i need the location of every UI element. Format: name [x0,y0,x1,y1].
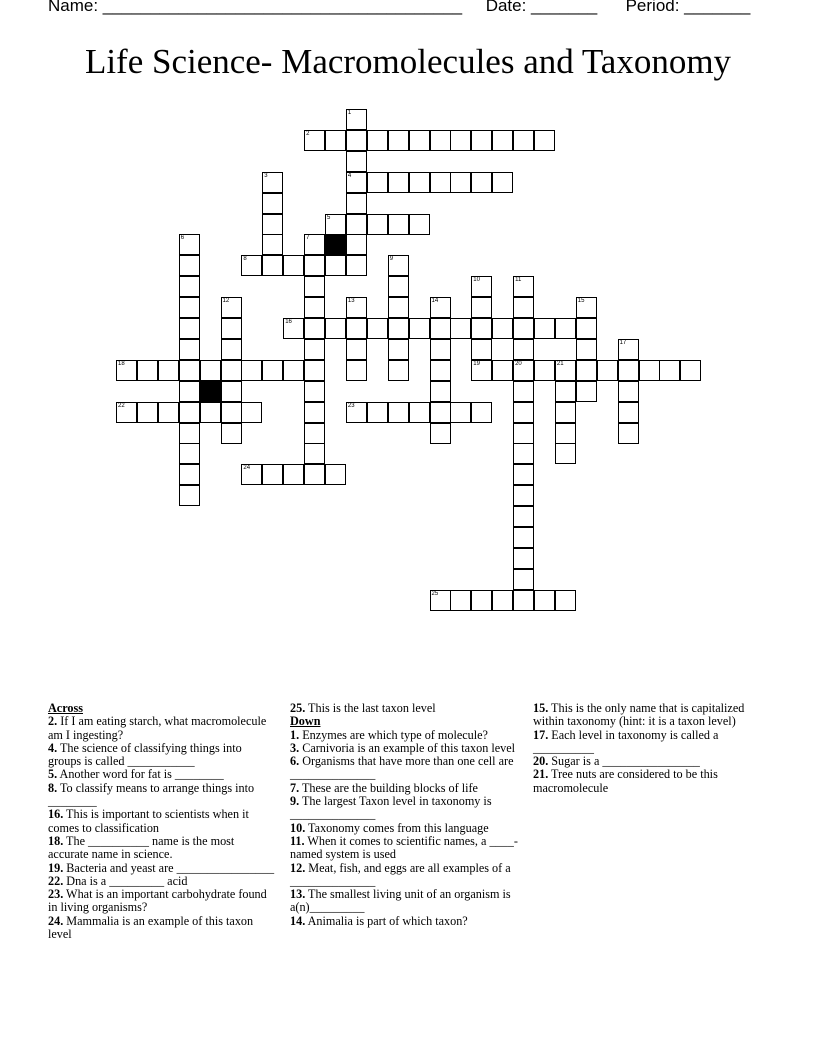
clue-item [533,768,761,795]
grid-cell[interactable] [304,381,325,402]
grid-cell[interactable] [680,360,701,381]
grid-cell[interactable] [179,464,200,485]
grid-cell[interactable] [116,402,137,423]
cell-number: 14 [431,298,439,305]
grid-cell[interactable] [555,423,576,444]
clue-number: 9. [290,794,300,809]
cell-number: 12 [222,298,230,305]
clue-number: 13. [290,887,306,902]
grid-cell[interactable] [471,276,492,297]
grid-cell[interactable] [304,276,325,297]
grid-cell[interactable] [241,402,262,423]
clue-item [48,835,276,862]
grid-cell[interactable] [304,339,325,360]
grid-cell[interactable] [597,360,618,381]
cell-number: 15 [577,298,585,305]
grid-cell[interactable] [325,318,346,339]
cell-number: 25 [431,590,439,597]
clue-number: 19. [48,860,64,875]
grid-cell[interactable] [179,402,200,423]
clue-text: Another word for fat is ________ [57,767,224,782]
grid-cell[interactable] [534,590,555,611]
grid-cell[interactable] [388,318,409,339]
cell-number: 3 [264,172,268,179]
cell-number: 21 [556,360,564,367]
grid-cell[interactable] [346,109,367,130]
grid-cell[interactable] [221,381,242,402]
clue-number: 4. [48,740,58,755]
cell-number: 13 [347,298,355,305]
cell-number: 23 [347,402,355,409]
grid-cell[interactable] [388,172,409,193]
grid-cell[interactable] [534,130,555,151]
grid-cell[interactable] [471,172,492,193]
grid-cell[interactable] [241,464,262,485]
clue-section-heading: Across [48,701,83,715]
clue-item [48,715,276,742]
grid-cell[interactable] [576,297,597,318]
grid-cell[interactable] [221,339,242,360]
grid-cell[interactable] [555,360,576,381]
grid-cell[interactable] [241,255,262,276]
clue-item [48,915,276,942]
clue-number: 23. [48,887,64,902]
period-field[interactable]: Period: _______ [625,0,751,15]
grid-cell[interactable] [430,360,451,381]
cell-number: 6 [180,235,185,242]
grid-cell[interactable] [450,130,471,151]
grid-cell[interactable] [492,360,513,381]
clue-item [290,835,518,862]
grid-cell[interactable] [513,381,534,402]
clue-text: To classify means to arrange things into ________ [48,780,255,809]
clue-item [48,768,276,781]
grid-cell[interactable] [409,402,430,423]
clue-column-1 [48,702,276,941]
grid-cell[interactable] [388,130,409,151]
grid-cell[interactable] [659,360,680,381]
clue-text: Taxonomy comes from this language [305,820,489,835]
grid-cell[interactable] [513,360,534,381]
clue-text: This is important to scientists when it comes to classification [48,807,249,835]
clue-number: 22. [48,873,64,888]
clue-number: 11. [290,833,305,848]
clue-text: Each level in taxonomy is called a __________ [533,727,719,755]
clue-column-3 [533,702,761,795]
clue-number: 5. [48,767,58,782]
grid-cell[interactable] [388,276,409,297]
grid-cell[interactable] [471,297,492,318]
grid-cell[interactable] [304,443,325,464]
cell-number: 24 [243,465,251,472]
grid-cell[interactable] [430,381,451,402]
clue-text: Sugar is a ________________ [548,754,700,769]
grid-cell[interactable] [262,360,283,381]
black-cell [200,381,221,402]
grid-cell[interactable] [137,402,158,423]
grid-cell[interactable] [179,318,200,339]
clue-item [290,782,518,795]
clue-item [290,742,518,755]
grid-cell[interactable] [179,381,200,402]
grid-cell[interactable] [304,318,325,339]
grid-cell[interactable] [576,360,597,381]
grid-cell[interactable] [513,339,534,360]
grid-cell[interactable] [200,402,221,423]
grid-cell[interactable] [346,234,367,255]
grid-cell[interactable] [639,360,660,381]
grid-cell[interactable] [513,506,534,527]
black-cell [325,234,346,255]
grid-cell[interactable] [304,402,325,423]
grid-cell[interactable] [513,590,534,611]
grid-cell[interactable] [555,318,576,339]
grid-cell[interactable] [346,130,367,151]
clue-text: The science of classifying things into groups is called ___________ [48,740,242,769]
grid-cell[interactable] [221,297,242,318]
grid-cell[interactable] [618,402,639,423]
clue-text: Enzymes are which type of molecule? [299,727,488,742]
grid-cell[interactable] [576,381,597,402]
cell-number: 17 [619,339,627,346]
grid-cell[interactable] [513,402,534,423]
grid-cell[interactable] [221,402,242,423]
name-field[interactable]: Name: ______________________________________ [48,0,463,15]
grid-cell[interactable] [346,318,367,339]
clue-text: Animalia is part of which taxon? [305,913,468,928]
grid-cell[interactable] [262,464,283,485]
grid-cell[interactable] [430,172,451,193]
grid-cell[interactable] [513,464,534,485]
grid-cell[interactable] [450,172,471,193]
cell-number: 20 [515,360,522,367]
clue-text: This is the last taxon level [305,701,436,715]
grid-cell[interactable] [346,339,367,360]
grid-cell[interactable] [576,339,597,360]
grid-cell[interactable] [262,172,283,193]
grid-cell[interactable] [346,151,367,172]
grid-cell[interactable] [513,276,534,297]
grid-cell[interactable] [450,402,471,423]
cell-number: 5 [327,214,331,221]
grid-cell[interactable] [388,402,409,423]
grid-cell[interactable] [618,339,639,360]
grid-cell[interactable] [513,527,534,548]
clue-text: The __________ name is the most accurate name in science. [48,833,235,862]
grid-cell[interactable] [262,193,283,214]
grid-cell[interactable] [116,360,137,381]
grid-cell[interactable] [179,360,200,381]
grid-cell[interactable] [367,130,388,151]
grid-cell[interactable] [388,255,409,276]
grid-cell[interactable] [471,318,492,339]
clue-text: When it comes to scientific names, a ____- named system is used [290,833,518,862]
clue-item [48,742,276,769]
grid-cell[interactable] [409,318,430,339]
clue-text: Mammalia is an example of this taxon level [48,913,254,942]
grid-cell[interactable] [179,443,200,464]
clue-text: What is an important carbohydrate found in living organisms? [48,887,267,915]
clue-number: 3. [290,740,300,755]
clue-text: This is the only name that is capitalized within taxonomy (hint: it is a taxon level) [533,701,745,729]
clue-item [290,729,518,742]
grid-cell[interactable] [283,464,304,485]
grid-cell[interactable] [430,590,451,611]
grid-cell[interactable] [283,255,304,276]
clue-item [48,808,276,835]
grid-cell[interactable] [304,423,325,444]
grid-cell[interactable] [304,464,325,485]
grid-cell[interactable] [513,569,534,590]
grid-cell[interactable] [513,318,534,339]
clue-text: Carnivoria is an example of this taxon level [299,740,516,755]
clue-number: 12. [290,860,306,875]
grid-cell[interactable] [346,193,367,214]
cell-number: 2 [306,130,310,137]
clue-item [290,822,518,835]
grid-cell[interactable] [304,297,325,318]
clue-item [290,702,518,715]
cell-number: 8 [243,256,247,263]
grid-cell[interactable] [430,423,451,444]
grid-cell[interactable] [221,318,242,339]
grid-cell[interactable] [179,234,200,255]
clue-number: 17. [533,727,549,742]
clue-number: 20. [533,754,549,769]
grid-cell[interactable] [221,360,242,381]
clue-number: 8. [48,780,58,795]
clue-number: 2. [48,714,58,729]
clue-text: Tree nuts are considered to be this macromolecule [533,767,718,795]
clue-number: 1. [290,727,300,742]
grid-cell[interactable] [471,130,492,151]
cell-number: 18 [118,360,125,367]
clue-item [48,875,276,888]
grid-cell[interactable] [388,360,409,381]
grid-cell[interactable] [158,360,179,381]
grid-cell[interactable] [283,318,304,339]
grid-cell[interactable] [430,402,451,423]
cell-number: 9 [389,256,394,263]
grid-cell[interactable] [283,360,304,381]
grid-cell[interactable] [555,443,576,464]
grid-cell[interactable] [513,297,534,318]
grid-cell[interactable] [450,318,471,339]
grid-cell[interactable] [367,172,388,193]
clue-item [290,915,518,928]
grid-cell[interactable] [262,255,283,276]
grid-cell[interactable] [346,360,367,381]
clue-text: The largest Taxon level in taxonomy is ______________ [290,794,492,822]
clue-text: These are the building blocks of life [299,780,478,795]
grid-cell[interactable] [492,318,513,339]
grid-cell[interactable] [346,214,367,235]
grid-cell[interactable] [179,485,200,506]
grid-cell[interactable] [179,297,200,318]
cell-number: 16 [285,319,292,325]
page-title: Life Science- Macromolecules and Taxonomy [84,42,732,81]
grid-cell[interactable] [618,381,639,402]
grid-cell[interactable] [346,297,367,318]
grid-cell[interactable] [430,297,451,318]
clue-number: 6. [290,754,300,769]
grid-cell[interactable] [430,130,451,151]
clue-text: If I am eating starch, what macromolecule am I ingesting? [48,714,267,742]
clue-item [48,782,276,809]
grid-cell[interactable] [179,255,200,276]
grid-cell[interactable] [221,423,242,444]
cell-number: 11 [515,277,522,284]
clue-text: Dna is a _________ acid [63,873,188,888]
clue-number: 18. [48,833,64,848]
grid-cell[interactable] [618,423,639,444]
grid-cell[interactable] [367,214,388,235]
grid-cell[interactable] [304,255,325,276]
clue-column-2 [290,702,518,928]
grid-cell[interactable] [241,360,262,381]
clue-text: Meat, fish, and eggs are all examples of a ______________ [290,860,511,888]
grid-cell[interactable] [346,172,367,193]
grid-cell[interactable] [367,318,388,339]
grid-cell[interactable] [137,360,158,381]
cell-number: 10 [473,277,480,284]
grid-cell[interactable] [430,339,451,360]
clue-item [533,729,761,756]
grid-cell[interactable] [471,590,492,611]
clue-number: 14. [290,913,306,928]
clue-number: 24. [48,913,64,928]
clue-item [533,755,761,768]
grid-cell[interactable] [304,360,325,381]
grid-cell[interactable] [325,130,346,151]
grid-cell[interactable] [618,360,639,381]
grid-cell[interactable] [179,276,200,297]
clue-number: 16. [48,807,64,822]
clue-section-heading: Down [290,714,321,729]
grid-cell[interactable] [555,590,576,611]
grid-cell[interactable] [534,318,555,339]
clue-text: The smallest living unit of an organism is a(n)_________ [290,887,511,915]
grid-cell[interactable] [179,423,200,444]
cell-number: 4 [347,172,352,179]
clue-item [290,795,518,822]
clue-item [290,862,518,889]
grid-cell[interactable] [388,339,409,360]
grid-cell[interactable] [409,130,430,151]
clue-item [290,755,518,782]
clue-number: 10. [290,820,306,835]
grid-cell[interactable] [367,402,388,423]
grid-cell[interactable] [179,339,200,360]
grid-cell[interactable] [158,402,179,423]
grid-cell[interactable] [325,464,346,485]
grid-cell[interactable] [388,297,409,318]
cell-number: 22 [118,402,125,409]
clue-item [48,862,276,875]
grid-cell[interactable] [555,402,576,423]
grid-cell[interactable] [513,423,534,444]
clue-number: 21. [533,767,549,782]
grid-cell[interactable] [492,172,513,193]
grid-cell[interactable] [304,130,325,151]
clue-number: 15. [533,701,549,715]
clue-number: 7. [290,780,300,795]
grid-cell[interactable] [471,339,492,360]
grid-cell[interactable] [471,360,492,381]
grid-cell[interactable] [534,360,555,381]
grid-cell[interactable] [513,130,534,151]
grid-cell[interactable] [388,214,409,235]
grid-cell[interactable] [471,402,492,423]
grid-cell[interactable] [555,381,576,402]
grid-cell[interactable] [576,318,597,339]
grid-cell[interactable] [346,402,367,423]
grid-cell[interactable] [430,318,451,339]
cell-number: 1 [347,110,352,116]
grid-cell[interactable] [513,548,534,569]
grid-cell[interactable] [492,130,513,151]
grid-cell[interactable] [346,255,367,276]
cell-number: 19 [473,360,480,367]
clue-text: Organisms that have more than one cell are ______________ [290,754,514,782]
grid-cell[interactable] [325,255,346,276]
grid-cell[interactable] [262,234,283,255]
grid-cell[interactable] [200,360,221,381]
grid-cell[interactable] [262,214,283,235]
grid-cell[interactable] [513,443,534,464]
grid-cell[interactable] [450,590,471,611]
grid-cell[interactable] [325,214,346,235]
grid-cell[interactable] [492,590,513,611]
clue-item [290,888,518,915]
clue-item [48,888,276,915]
grid-cell[interactable] [304,234,325,255]
cell-number: 7 [306,235,310,242]
grid-cell[interactable] [409,172,430,193]
clue-item [533,702,761,729]
date-field[interactable]: Date: _______ [485,0,598,15]
clue-number: 25. [290,701,306,715]
clue-text: Bacteria and yeast are ________________ [63,860,275,875]
grid-cell[interactable] [409,214,430,235]
grid-cell[interactable] [513,485,534,506]
